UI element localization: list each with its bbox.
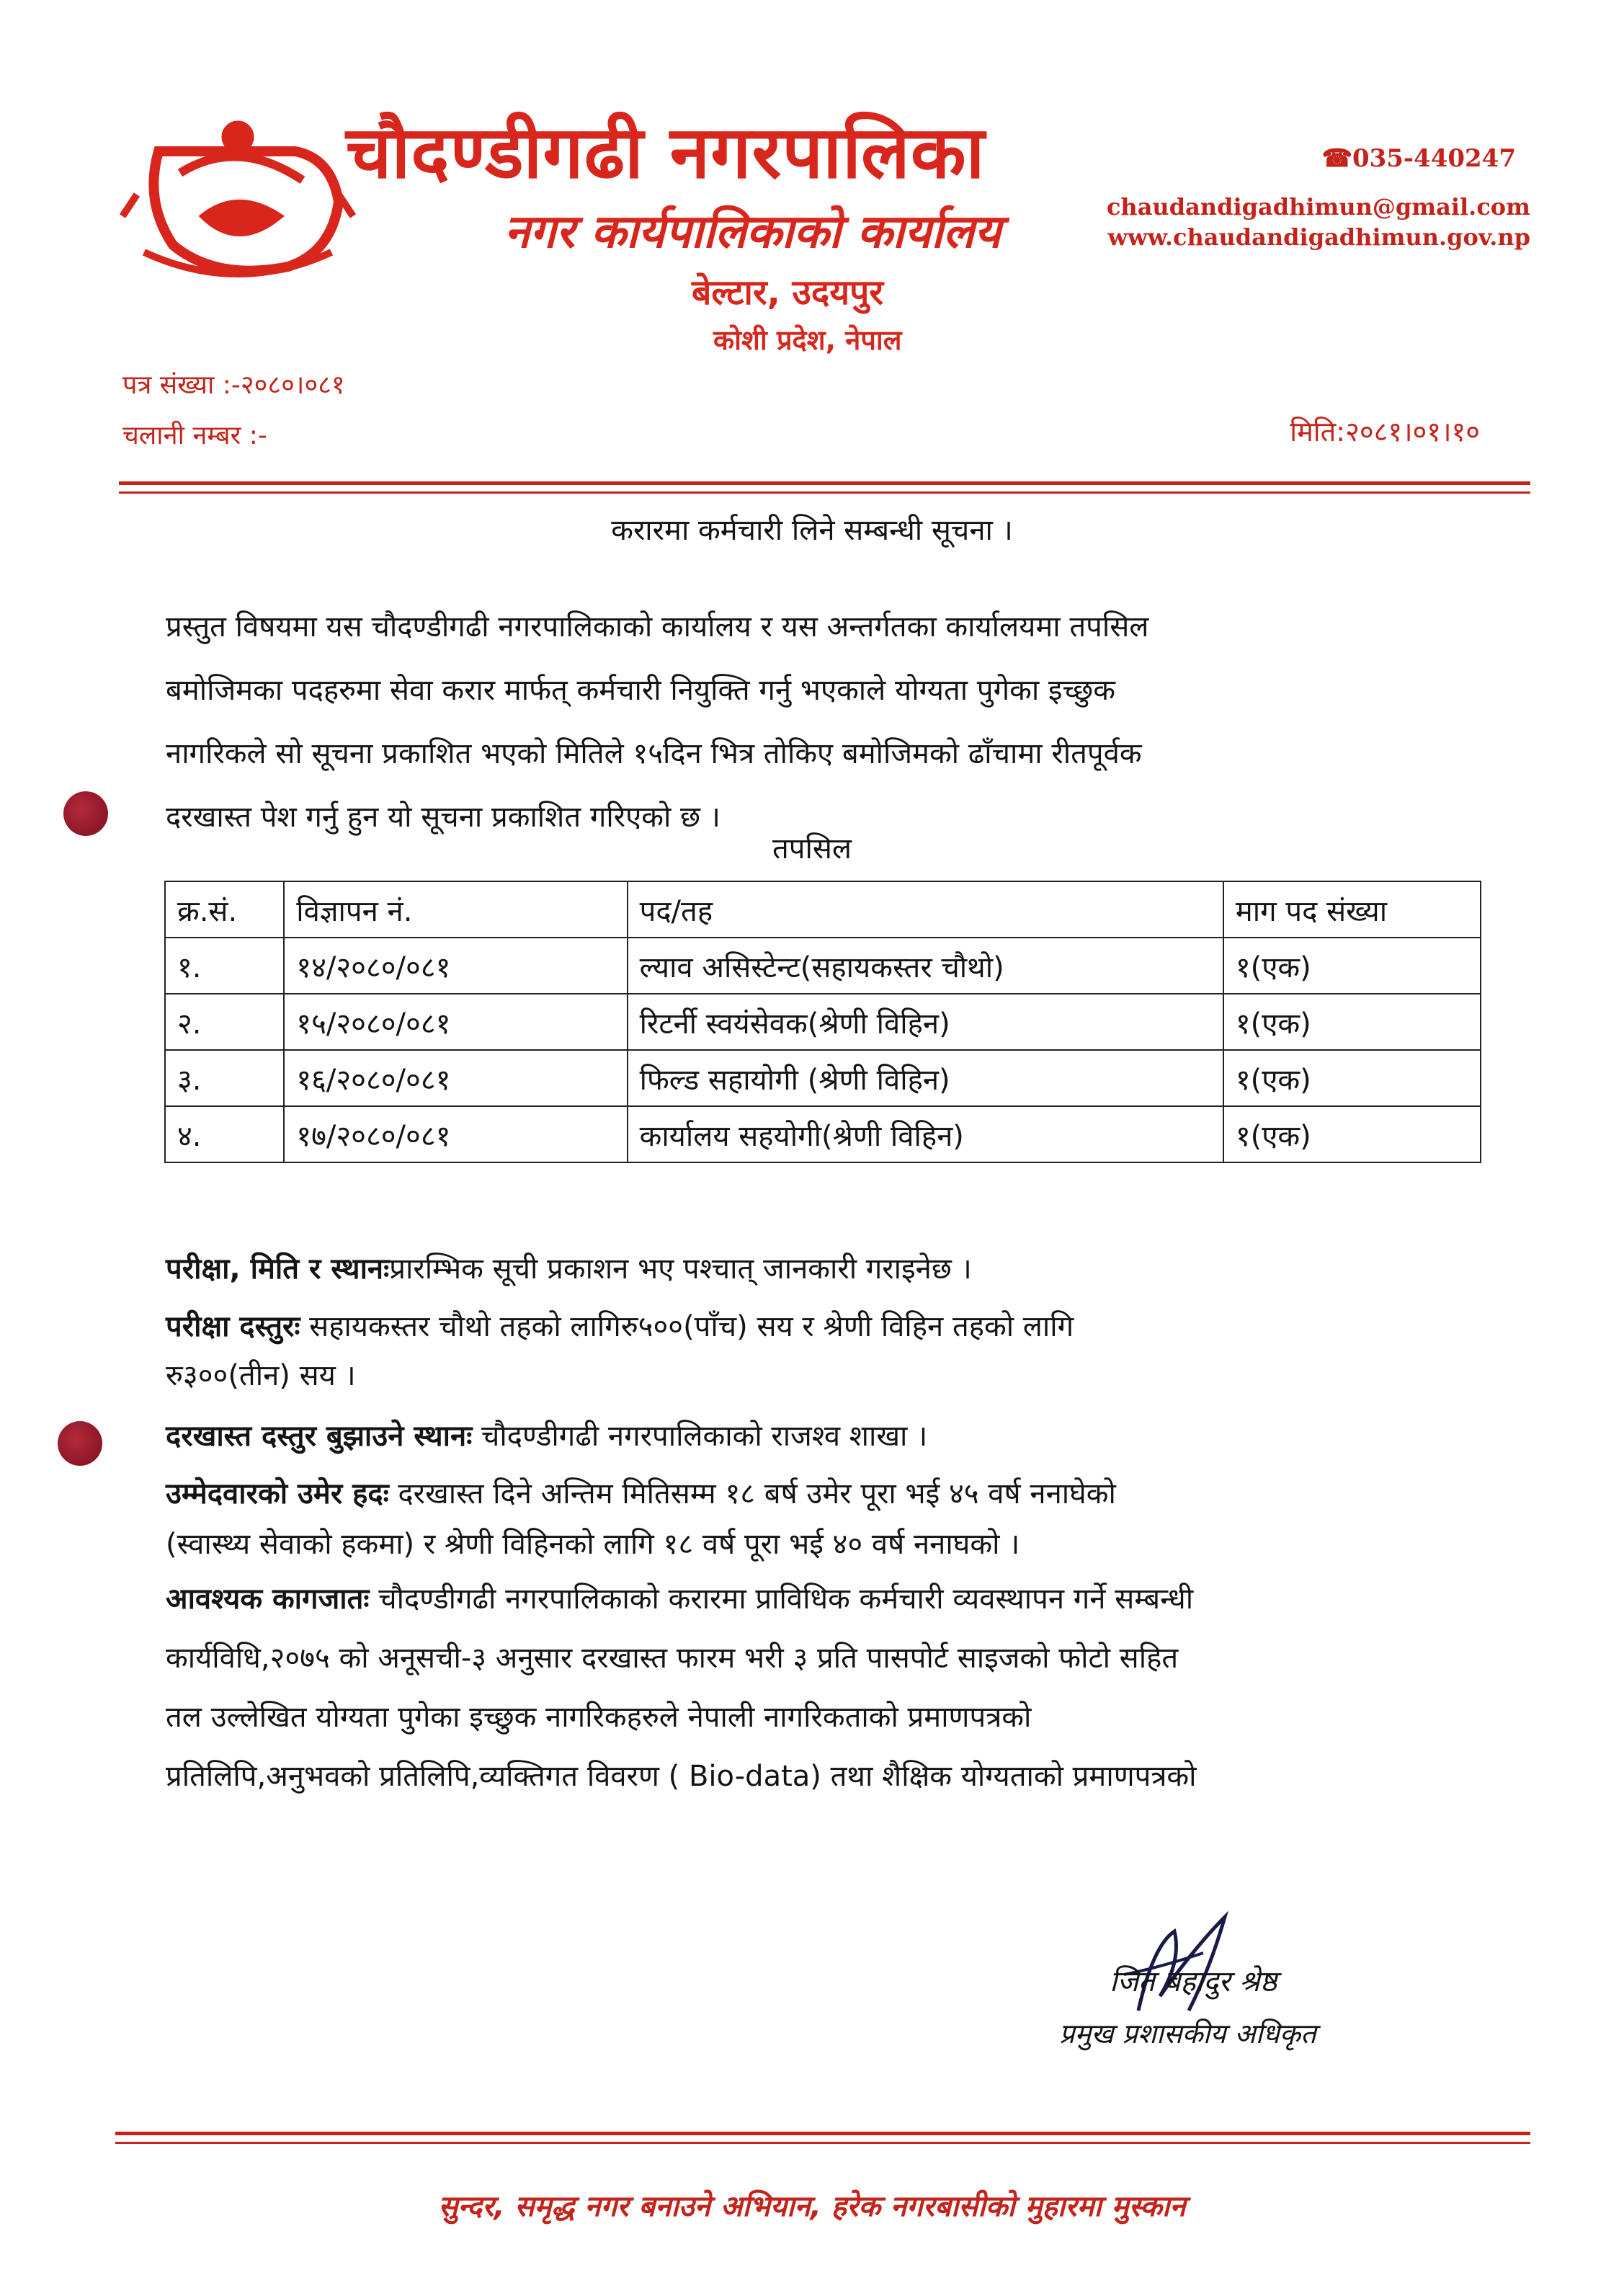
header-rule-thin (119, 491, 1530, 494)
notice-subject: करारमा कर्मचारी लिने सम्बन्धी सूचना । (611, 514, 1013, 547)
cell-count: १(एक) (1223, 1106, 1481, 1162)
cell-post: फिल्ड सहायोगी (श्रेणी विहिन) (628, 1050, 1223, 1106)
fee-label: परीक्षा दस्तुरः (166, 1310, 300, 1343)
table-header-row (165, 881, 1481, 938)
nepal-emblem-logo-icon (115, 108, 360, 288)
stamp-dot (58, 1421, 102, 1466)
cell-sn: २. (165, 994, 284, 1050)
cell-ad-no: १५/२०८०/०८१ (284, 994, 627, 1050)
cell-count: १(एक) (1223, 1050, 1481, 1106)
age-info-cont (166, 1521, 1491, 1568)
intro-paragraph (166, 595, 1491, 849)
age-text: दरखास्त दिने अन्तिम मितिसम्म १८ बर्ष उमेर पूरा भई ४५ वर्ष ननाघेको (398, 1477, 1116, 1510)
exam-text: प्रारम्भिक सूची प्रकाशन भए पश्चात् जानकारी गराइनेछ । (389, 1252, 972, 1286)
docs-text-cont: कार्यविधि,२०७५ को अनूसची-३ अनुसार दरखास्त फारम भरी ३ प्रति पासपोर्ट साइजको फोटो सहित (166, 1642, 1179, 1675)
deposit-text: चौदण्डीगढी नगरपालिकाको राजश्व शाखा । (481, 1420, 928, 1453)
cell-sn: ३. (165, 1050, 284, 1106)
table-row (165, 1050, 1481, 1106)
patra-sankhya: पत्र संख्या :-२०८०।०८१ (122, 370, 345, 400)
positions-table (164, 881, 1481, 1163)
signer-title: प्रमुख प्रशासकीय अधिकृत (1059, 2018, 1316, 2050)
intro-line: नागरिकले सो सूचना प्रकाशित भएको मितिले १५दिन भित्र तोकिए बमोजिमको ढाँचामा रीतपूर्वक (166, 737, 1142, 770)
cell-sn: १. (165, 938, 284, 994)
intro-line: दरखास्त पेश गर्नु हुन यो सूचना प्रकाशित गरिएको छ । (166, 801, 720, 834)
age-label: उम्मेदवारको उमेर हदः (166, 1477, 389, 1510)
table-row (165, 1106, 1481, 1162)
header-count: माग पद संख्या (1223, 881, 1481, 938)
fee-text: सहायकस्तर चौथो तहको लागिरु५००(पाँच) सय र श्रेणी विहिन तहको लागि (309, 1310, 1074, 1343)
cell-count: १(एक) (1223, 994, 1481, 1050)
website-address: www.chaudandigadhimun.gov.np (1107, 223, 1530, 251)
exam-info (166, 1245, 1491, 1293)
docs-info (166, 1575, 1491, 1623)
fee-info-cont (166, 1352, 1491, 1399)
cell-ad-no: १४/२०८०/०८१ (284, 938, 627, 994)
table-title: तपसिल (772, 832, 852, 865)
cell-ad-no: १६/२०८०/०८१ (284, 1050, 627, 1106)
chalani-number: चलानी नम्बर :- (122, 421, 267, 450)
table-row (165, 994, 1481, 1050)
deposit-label: दरखास्त दस्तुर बुझाउने स्थानः (166, 1420, 473, 1453)
intro-line: बमोजिमका पदहरुमा सेवा करार मार्फत् कर्मचारी नियुक्ति गर्नु भएकाले योग्यता पुगेका इच्छुक (166, 674, 1116, 707)
cell-ad-no: १७/२०८०/०८१ (284, 1106, 627, 1162)
docs-text-cont: तल उल्लेखित योग्यता पुगेका इच्छुक नागरिकहरुले नेपाली नागरिकताको प्रमाणपत्रको (166, 1701, 1032, 1734)
footer-rule (115, 2132, 1530, 2135)
docs-text: चौदण्डीगढी नगरपालिकाको करारमा प्राविधिक कर्मचारी व्यवस्थापन गर्ने सम्बन्धी (378, 1583, 1194, 1616)
footer-slogan: सुन्दर, समृद्ध नगर बनाउने अभियान, हरेक नगरबासीको मुहारमा मुस्कान (438, 2190, 1186, 2223)
cell-post: रिटर्नी स्वयंसेवक(श्रेणी विहिन) (628, 994, 1223, 1050)
office-province: कोशी प्रदेश, नेपाल (713, 324, 902, 356)
office-name: चौदण्डीगढी नगरपालिका (346, 110, 986, 195)
email-address: chaudandigadhimun@gmail.com (1106, 193, 1530, 221)
phone-number: ☎035-440247 (1321, 144, 1516, 173)
office-address: बेल्टार, उदयपुर (692, 272, 884, 313)
table-row (165, 938, 1481, 994)
age-text-cont: (स्वास्थ्य सेवाको हकमा) र श्रेणी विहिनको लागि १८ वर्ष पूरा भई ४० वर्ष ननाघको । (166, 1528, 1020, 1561)
signer-name: जित बहादुर श्रेष्ठ (1110, 1965, 1277, 1998)
office-subtitle: नगर कार्यपालिकाको कार्यालय (504, 205, 1001, 259)
docs-info-cont (166, 1753, 1491, 1800)
cell-post: कार्यालय सहयोगी(श्रेणी विहिन) (628, 1106, 1223, 1162)
cell-post: ल्याव असिस्टेन्ट(सहायकस्तर चौथो) (628, 938, 1223, 994)
exam-label: परीक्षा, मिति र स्थानः (166, 1252, 390, 1286)
footer-rule-thin (115, 2142, 1530, 2144)
letter-date: मिति:२०८१।०१।१० (1290, 416, 1480, 448)
docs-info-cont (166, 1694, 1491, 1741)
header-ad-no: विज्ञापन नं. (284, 881, 627, 938)
fee-info (166, 1303, 1491, 1350)
header-sn: क्र.सं. (165, 881, 284, 938)
docs-label: आवश्यक कागजातः (166, 1583, 370, 1616)
age-info (166, 1470, 1491, 1518)
header-post: पद/तह (628, 881, 1223, 938)
deposit-info (166, 1412, 1491, 1460)
docs-info-cont (166, 1634, 1491, 1682)
cell-count: १(एक) (1223, 938, 1481, 994)
cell-sn: ४. (165, 1106, 284, 1162)
docs-text-cont: प्रतिलिपि,अनुभवको प्रतिलिपि,व्यक्तिगत विवरण ( Bio-data) तथा शैक्षिक योग्यताको प्रमाणपत्रको (166, 1760, 1197, 1793)
fee-text-cont: रु३००(तीन) सय । (166, 1359, 356, 1392)
intro-line: प्रस्तुत विषयमा यस चौदण्डीगढी नगरपालिकाको कार्यालय र यस अन्तर्गतका कार्यालयमा तपसिल (166, 610, 1149, 644)
header-rule (119, 481, 1530, 485)
